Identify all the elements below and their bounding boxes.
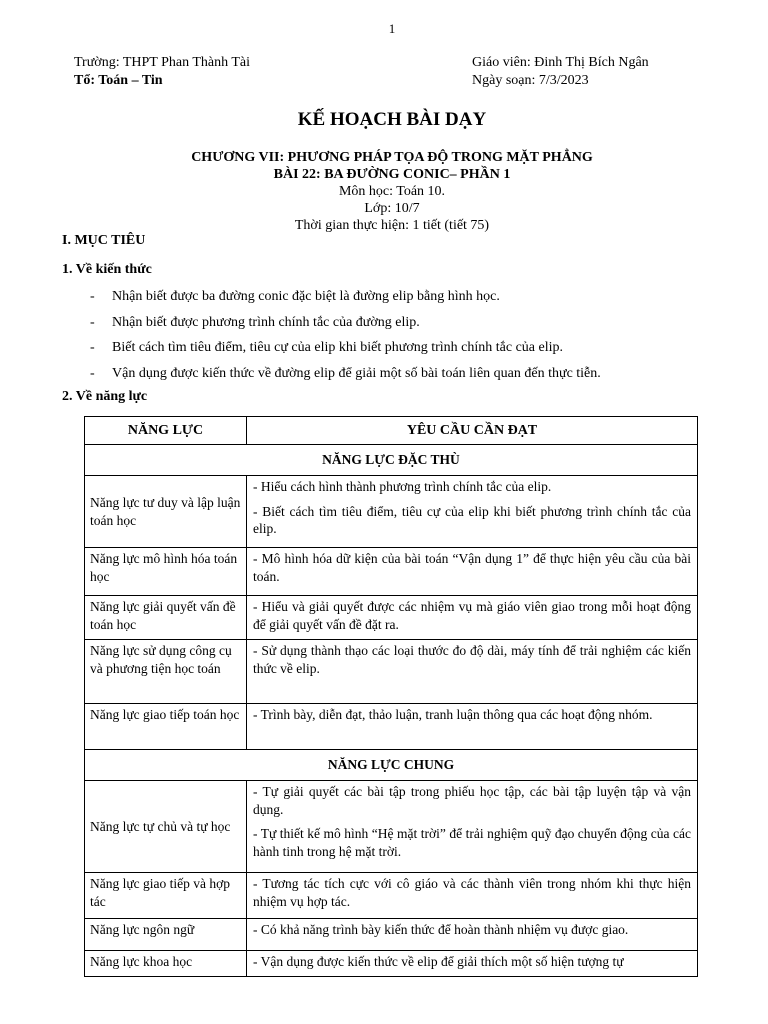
dash-marker: - (90, 314, 95, 330)
table-row (85, 873, 698, 919)
group-row (85, 445, 698, 476)
teacher-name: Giáo viên: Đinh Thị Bích Ngân (472, 55, 649, 70)
list-item: - Nhận biết được ba đường conic đặc biệt là đường elip bằng hình học. (90, 289, 500, 304)
competency-requirement: - Tương tác tích cực với cô giáo và các thành viên trong nhóm khi thực hiện nhiệm vụ hợp tác. (247, 873, 698, 919)
competency-name: Năng lực giải quyết vấn đề toán học (85, 596, 247, 640)
competency-name: Năng lực giao tiếp và hợp tác (85, 873, 247, 919)
school-name: Trường: THPT Phan Thành Tài (74, 55, 251, 70)
class-line: Lớp: 10/7 (364, 201, 420, 216)
group-label-specific: NĂNG LỰC ĐẶC THÙ (85, 445, 698, 476)
list-item: - Vận dụng được kiến thức về đường elip để giải một số bài toán liên quan đến thực tiễn. (90, 365, 601, 381)
dash-marker: - (90, 365, 95, 381)
duration-line: Thời gian thực hiện: 1 tiết (tiết 75) (294, 218, 490, 233)
competency-name: Năng lực tự chủ và tự học (85, 781, 247, 873)
table-row (85, 919, 698, 951)
table-row (85, 704, 698, 750)
header-left (74, 54, 250, 90)
table-row (85, 476, 698, 548)
column-header-competency: NĂNG LỰC (85, 417, 247, 445)
subject-line: Môn học: Toán 10. (338, 184, 446, 199)
table-row (85, 781, 698, 873)
competency-requirement: - Tự giải quyết các bài tập trong phiếu học tập, các bài tập luyện tập và vận dụng. - Tự thiết kế mô hình “Hệ mặt trời” để trải nghiệm quỹ đạo chuyển động của các hành tinh trong hệ mặt trời. (247, 781, 698, 873)
section-heading-competency: 2. Về năng lực (62, 389, 148, 404)
list-item: - Nhận biết được phương trình chính tắc của đường elip. (90, 314, 420, 330)
dash-marker: - (90, 340, 95, 355)
dash-marker: - (90, 289, 95, 304)
knowledge-list (90, 288, 730, 390)
lesson-title: BÀI 22: BA ĐƯỜNG CONIC– PHẦN 1 (273, 167, 511, 182)
table-row (85, 548, 698, 596)
competency-name: Năng lực khoa học (85, 951, 247, 977)
prepared-date: Ngày soạn: 7/3/2023 (472, 73, 589, 88)
page-number: 1 (388, 21, 396, 36)
competency-name: Năng lực mô hình hóa toán học (85, 548, 247, 596)
list-item: - Biết cách tìm tiêu điểm, tiêu cự của elip khi biết phương trình chính tắc của elip. (90, 340, 564, 355)
chapter-title: CHƯƠNG VII: PHƯƠNG PHÁP TỌA ĐỘ TRONG MẶT PHẲNG (191, 150, 593, 165)
table-row (85, 640, 698, 704)
group-label-general: NĂNG LỰC CHUNG (85, 750, 698, 781)
document-title: KẾ HOẠCH BÀI DẠY (297, 109, 487, 130)
group-name: Tổ: Toán – Tin (74, 73, 163, 88)
lesson-info (0, 149, 768, 234)
section-heading-objectives: I. MỤC TIÊU (62, 233, 146, 248)
table-row (85, 596, 698, 640)
competency-requirement: - Trình bày, diễn đạt, thảo luận, tranh luận thông qua các hoạt động nhóm. (247, 704, 698, 750)
competency-requirement: - Hiểu cách hình thành phương trình chính tắc của elip. - Biết cách tìm tiêu điểm, tiêu cự của elip khi biết phương trình chính tắc của elip. (247, 476, 698, 548)
group-row (85, 750, 698, 781)
competency-name: Năng lực ngôn ngữ (85, 919, 247, 951)
competency-name: Năng lực tư duy và lập luận toán học (85, 476, 247, 548)
table-header-row (85, 417, 698, 445)
competency-requirement: - Vận dụng được kiến thức về elip để giải thích một số hiện tượng tự (247, 951, 698, 977)
column-header-requirement: YÊU CẦU CẦN ĐẠT (247, 417, 698, 445)
competency-requirement: - Mô hình hóa dữ kiện của bài toán “Vận dụng 1” để thực hiện yêu cầu của bài toán. (247, 548, 698, 596)
competency-requirement: - Có khả năng trình bày kiến thức để hoàn thành nhiệm vụ được giao. (247, 919, 698, 951)
section-heading-knowledge: 1. Về kiến thức (62, 262, 152, 277)
competency-requirement: - Hiểu và giải quyết được các nhiệm vụ mà giáo viên giao trong mỗi hoạt động để giải quyết vấn đề đặt ra. (247, 596, 698, 640)
table-row (85, 951, 698, 977)
competency-requirement: - Sử dụng thành thạo các loại thước đo độ dài, máy tính để trải nghiệm các kiến thức về elip. (247, 640, 698, 704)
competency-name: Năng lực giao tiếp toán học (85, 704, 247, 750)
competency-name: Năng lực sử dụng công cụ và phương tiện học toán (85, 640, 247, 704)
competency-table (84, 416, 698, 977)
header-right (472, 54, 649, 90)
